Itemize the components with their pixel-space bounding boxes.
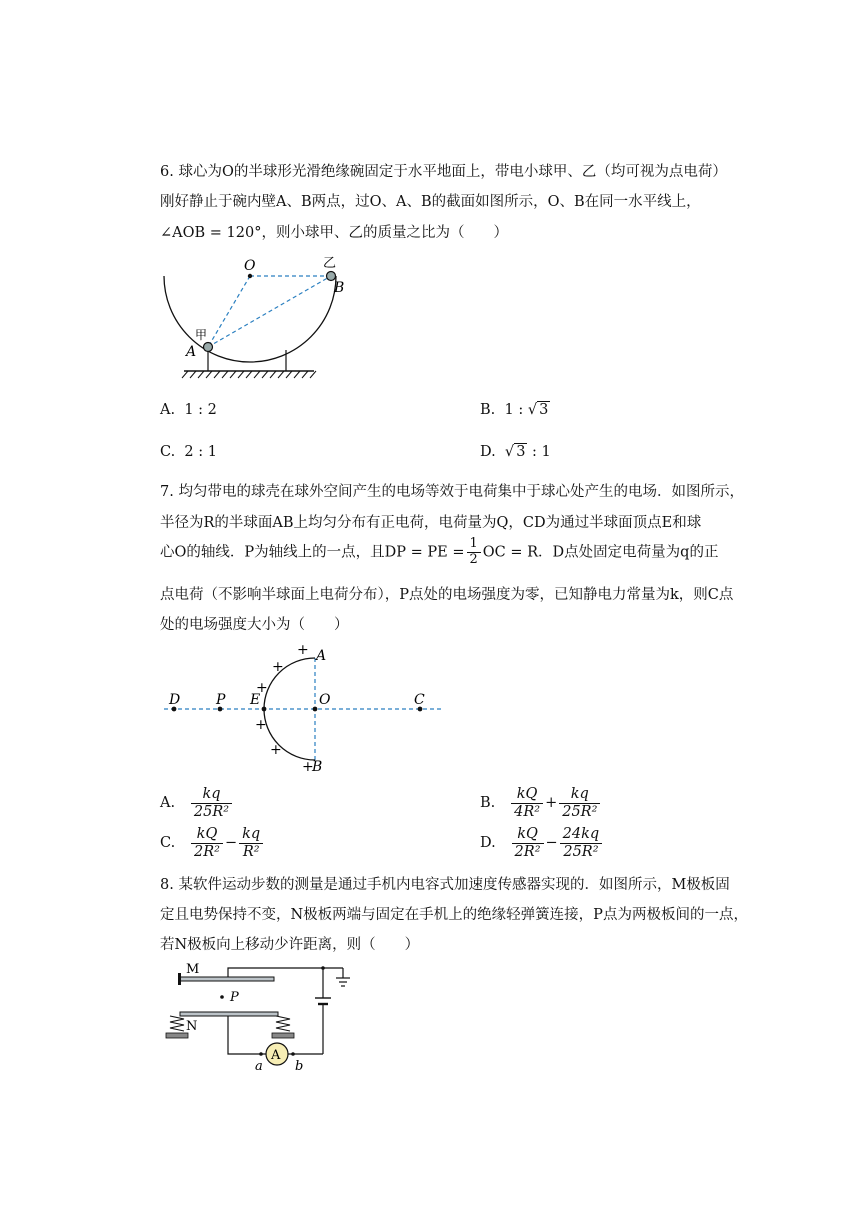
label-C: C xyxy=(414,692,425,708)
label-P: P xyxy=(216,692,226,708)
label-M: M xyxy=(186,962,200,977)
plate-M xyxy=(180,977,274,981)
q8-line2: 定且电势保持不变，N极板两端与固定在手机上的绝缘轻弹簧连接，P点为两极板间的一点， xyxy=(160,907,748,923)
q6-line2: 刚好静止于碗内壁A、B两点，过O、A、B的截面如图所示，O、B在同一水平线上， xyxy=(160,194,701,210)
q7-hemisphere-figure xyxy=(160,640,450,780)
q7-option-c[interactable]: C. $\frac{kQ}{\text{2R²}}$ − $\frac{kq}{\text{R²}}$ xyxy=(160,826,265,860)
ammeter-label: A xyxy=(271,1048,281,1063)
label-yi: 乙 xyxy=(323,256,337,271)
q7-option-d[interactable]: D. $\frac{kQ}{\text{2R²}}$ − $\frac{24kq}{\text{25R²}}$ xyxy=(480,826,604,860)
q8-line1: 8. 某软件运动步数的测量是通过手机内电容式加速度传感器实现的．如图所示，M极板固 xyxy=(160,877,730,893)
q6-option-b[interactable]: B. 1 : √ 3 xyxy=(480,402,549,418)
label-O: O xyxy=(244,258,256,274)
plus-sign: + xyxy=(256,680,268,696)
label-B: B xyxy=(334,280,345,296)
q6-option-c[interactable]: C. 2 : 1 xyxy=(160,444,217,460)
label-B: B xyxy=(312,759,323,775)
plus-sign: + xyxy=(297,642,309,658)
q7-line5: 处的电场强度大小为（ ） xyxy=(160,617,349,633)
q6-line1: 6. 球心为O的半球形光滑绝缘碗固定于水平地面上，带电小球甲、乙（均可视为点电荷） xyxy=(160,164,727,180)
label-a: a xyxy=(255,1059,263,1074)
label-b: b xyxy=(295,1059,304,1074)
plus-sign: + xyxy=(270,742,282,758)
label-A: A xyxy=(316,648,327,664)
q7-line3: 心O的轴线．P为轴线上的一点，且DP = PE = $\frac{1}{2}$ OC = R．D点处固定电荷量为q的正 xyxy=(160,536,719,567)
center-point-O xyxy=(248,274,252,278)
plus-sign: + xyxy=(255,717,267,733)
point-P xyxy=(220,995,224,999)
label-N: N xyxy=(186,1019,198,1034)
label-jia: 甲 xyxy=(195,328,208,342)
q8-capacitor-figure xyxy=(158,960,358,1075)
q7-line4: 点电荷（不影响半球面上电荷分布），P点处的电场强度为零，已知静电力常量为k，则C点 xyxy=(160,587,734,603)
q6-option-d[interactable]: D. √ 3 : 1 xyxy=(480,444,551,460)
q6-bowl-figure xyxy=(150,250,345,385)
q7-option-a[interactable]: A. $\frac{kq}{\text{25R²}}$ xyxy=(160,786,234,820)
label-O: O xyxy=(319,692,331,708)
label-D: D xyxy=(169,692,181,708)
plate-N xyxy=(180,1012,278,1016)
plus-sign: + xyxy=(302,759,314,775)
q6-option-a[interactable]: A. 1 : 2 xyxy=(160,402,217,418)
q7-line2: 半径为R的半球面AB上均匀分布有正电荷，电荷量为Q，CD为通过半球面顶点E和球 xyxy=(160,515,702,531)
q6-line3: ∠AOB = 120°，则小球甲、乙的质量之比为（ ） xyxy=(160,225,508,241)
q7-line1: 7. 均匀带电的球壳在球外空间产生的电场等效于电荷集中于球心处产生的电场．如图所示， xyxy=(160,484,744,500)
q7-option-b[interactable]: B. $\frac{kQ}{\text{4R²}}$ + $\frac{kq}{\text{25R²}}$ xyxy=(480,786,602,820)
label-P: P xyxy=(230,990,239,1005)
label-A: A xyxy=(186,344,197,360)
q8-line3: 若N极板向上移动少许距离，则（ ） xyxy=(160,937,420,953)
ball-jia xyxy=(204,343,213,352)
label-E: E xyxy=(250,692,261,708)
plus-sign: + xyxy=(272,659,284,675)
